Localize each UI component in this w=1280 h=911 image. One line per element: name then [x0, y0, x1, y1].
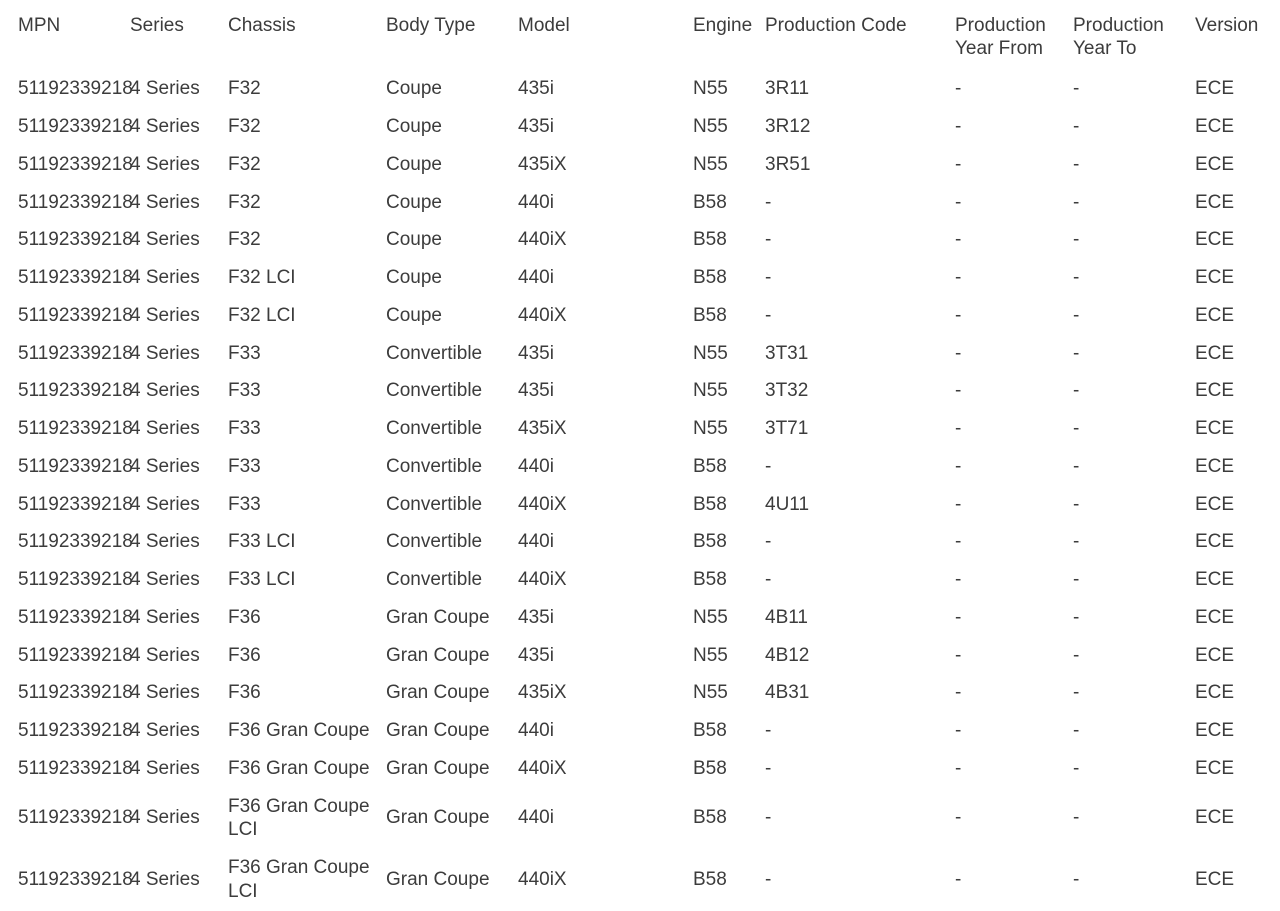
cell-version: ECE — [1195, 807, 1235, 829]
cell-model: 440i — [518, 455, 554, 477]
table-body — [0, 70, 1280, 910]
cell-chassis: F36 Gran Coupe — [228, 720, 370, 742]
cell-production-year-to: - — [1073, 191, 1080, 213]
table-row — [0, 108, 1280, 146]
table-row — [0, 637, 1280, 675]
cell-chassis: F36 Gran Coupe LCI — [228, 857, 370, 902]
cell-mpn: 51192339218 — [18, 229, 133, 251]
cell-body-type: Coupe — [386, 304, 442, 326]
cell-model: 440iX — [518, 569, 567, 591]
cell-production-year-to: - — [1073, 304, 1080, 326]
cell-production-year-from: - — [955, 531, 962, 553]
cell-production-year-to: - — [1073, 807, 1080, 829]
cell-model: 440iX — [518, 493, 567, 515]
cell-version: ECE — [1195, 342, 1235, 364]
cell-production-year-to: - — [1073, 229, 1080, 251]
cell-production-year-to: - — [1073, 116, 1080, 138]
cell-series: 4 Series — [130, 153, 200, 175]
cell-model: 435i — [518, 342, 554, 364]
cell-chassis: F33 — [228, 342, 261, 364]
table-row — [0, 410, 1280, 448]
cell-engine: B58 — [693, 455, 727, 477]
table-row — [0, 184, 1280, 222]
cell-mpn: 51192339218 — [18, 153, 133, 175]
cell-mpn: 51192339218 — [18, 267, 133, 289]
cell-production-year-from: - — [955, 78, 962, 100]
cell-production-code: - — [765, 569, 772, 591]
cell-production-year-to: - — [1073, 342, 1080, 364]
cell-body-type: Gran Coupe — [386, 682, 490, 704]
cell-production-year-from: - — [955, 380, 962, 402]
cell-production-year-to: - — [1073, 380, 1080, 402]
cell-series: 4 Series — [130, 569, 200, 591]
cell-chassis: F33 — [228, 418, 261, 440]
cell-production-year-to: - — [1073, 682, 1080, 704]
cell-model: 435i — [518, 644, 554, 666]
cell-body-type: Convertible — [386, 569, 483, 591]
cell-series: 4 Series — [130, 304, 200, 326]
cell-series: 4 Series — [130, 531, 200, 553]
cell-mpn: 51192339218 — [18, 418, 133, 440]
cell-body-type: Coupe — [386, 267, 442, 289]
cell-engine: B58 — [693, 531, 727, 553]
cell-production-year-from: - — [955, 116, 962, 138]
cell-version: ECE — [1195, 757, 1235, 779]
column-header-model: Model — [518, 15, 570, 36]
cell-chassis: F32 LCI — [228, 304, 296, 326]
table-header-row — [0, 0, 1280, 70]
table-row — [0, 674, 1280, 712]
cell-mpn: 51192339218 — [18, 606, 133, 628]
cell-production-year-from: - — [955, 418, 962, 440]
cell-series: 4 Series — [130, 682, 200, 704]
cell-chassis: F33 LCI — [228, 531, 296, 553]
cell-body-type: Gran Coupe — [386, 720, 490, 742]
cell-model: 435i — [518, 380, 554, 402]
cell-production-year-from: - — [955, 153, 962, 175]
cell-production-year-to: - — [1073, 267, 1080, 289]
cell-mpn: 51192339218 — [18, 644, 133, 666]
table-row — [0, 750, 1280, 788]
cell-body-type: Coupe — [386, 191, 442, 213]
cell-chassis: F36 Gran Coupe — [228, 757, 370, 779]
cell-model: 440iX — [518, 304, 567, 326]
table-row — [0, 297, 1280, 335]
cell-model: 435iX — [518, 682, 567, 704]
cell-production-year-to: - — [1073, 493, 1080, 515]
cell-chassis: F32 — [228, 78, 261, 100]
cell-mpn: 51192339218 — [18, 868, 133, 890]
cell-production-year-from: - — [955, 682, 962, 704]
cell-body-type: Gran Coupe — [386, 606, 490, 628]
table-row — [0, 561, 1280, 599]
cell-production-year-to: - — [1073, 569, 1080, 591]
cell-model: 435i — [518, 78, 554, 100]
cell-engine: B58 — [693, 757, 727, 779]
cell-model: 440iX — [518, 868, 567, 890]
cell-production-year-from: - — [955, 868, 962, 890]
cell-chassis: F36 — [228, 644, 261, 666]
cell-engine: N55 — [693, 342, 728, 364]
cell-production-year-from: - — [955, 342, 962, 364]
cell-series: 4 Series — [130, 644, 200, 666]
cell-version: ECE — [1195, 418, 1235, 440]
cell-body-type: Gran Coupe — [386, 757, 490, 779]
cell-production-year-to: - — [1073, 455, 1080, 477]
cell-version: ECE — [1195, 644, 1235, 666]
cell-version: ECE — [1195, 116, 1235, 138]
cell-production-code: - — [765, 807, 772, 829]
cell-production-code: - — [765, 868, 772, 890]
table-row — [0, 335, 1280, 373]
cell-version: ECE — [1195, 267, 1235, 289]
column-header-mpn: MPN — [18, 15, 61, 36]
column-header-engine: Engine — [693, 15, 753, 36]
cell-version: ECE — [1195, 380, 1235, 402]
cell-engine: B58 — [693, 569, 727, 591]
cell-production-year-to: - — [1073, 720, 1080, 742]
cell-body-type: Gran Coupe — [386, 807, 490, 829]
cell-production-year-from: - — [955, 229, 962, 251]
cell-engine: B58 — [693, 807, 727, 829]
cell-production-code: - — [765, 191, 772, 213]
column-header-body-type: Body Type — [386, 15, 476, 36]
cell-mpn: 51192339218 — [18, 807, 133, 829]
cell-model: 435i — [518, 606, 554, 628]
cell-mpn: 51192339218 — [18, 304, 133, 326]
cell-mpn: 51192339218 — [18, 380, 133, 402]
table-row — [0, 259, 1280, 297]
table-row — [0, 448, 1280, 486]
cell-model: 435i — [518, 116, 554, 138]
cell-production-year-to: - — [1073, 868, 1080, 890]
cell-mpn: 51192339218 — [18, 191, 133, 213]
cell-chassis: F33 — [228, 455, 261, 477]
table-row — [0, 221, 1280, 259]
cell-series: 4 Series — [130, 455, 200, 477]
cell-model: 440iX — [518, 757, 567, 779]
table-header — [0, 0, 1280, 70]
cell-model: 440i — [518, 720, 554, 742]
cell-series: 4 Series — [130, 342, 200, 364]
cell-engine: B58 — [693, 304, 727, 326]
cell-production-year-from: - — [955, 807, 962, 829]
column-header-version: Version — [1195, 15, 1259, 36]
cell-production-code: 4B31 — [765, 682, 810, 704]
cell-model: 440i — [518, 807, 554, 829]
column-header-production-year-from: Production Year From — [955, 15, 1046, 60]
cell-version: ECE — [1195, 153, 1235, 175]
cell-mpn: 51192339218 — [18, 531, 133, 553]
cell-production-year-from: - — [955, 569, 962, 591]
column-header-series: Series — [130, 15, 184, 36]
cell-series: 4 Series — [130, 418, 200, 440]
cell-production-code: 3R12 — [765, 116, 811, 138]
cell-version: ECE — [1195, 569, 1235, 591]
cell-production-code: 3R51 — [765, 153, 811, 175]
cell-series: 4 Series — [130, 191, 200, 213]
cell-engine: N55 — [693, 682, 728, 704]
cell-production-year-from: - — [955, 606, 962, 628]
column-header-production-year-to: Production Year To — [1073, 15, 1164, 60]
cell-production-year-from: - — [955, 304, 962, 326]
cell-mpn: 51192339218 — [18, 493, 133, 515]
cell-mpn: 51192339218 — [18, 569, 133, 591]
cell-model: 440iX — [518, 229, 567, 251]
table-row — [0, 372, 1280, 410]
cell-engine: N55 — [693, 606, 728, 628]
table-row — [0, 712, 1280, 750]
cell-production-code: - — [765, 229, 772, 251]
cell-model: 435iX — [518, 418, 567, 440]
cell-production-code: - — [765, 720, 772, 742]
table-row — [0, 523, 1280, 561]
cell-engine: B58 — [693, 868, 727, 890]
cell-series: 4 Series — [130, 380, 200, 402]
cell-production-code: - — [765, 267, 772, 289]
cell-engine: B58 — [693, 191, 727, 213]
cell-model: 440i — [518, 191, 554, 213]
cell-version: ECE — [1195, 531, 1235, 553]
cell-production-code: - — [765, 531, 772, 553]
cell-production-code: 3R11 — [765, 78, 810, 100]
cell-series: 4 Series — [130, 606, 200, 628]
cell-body-type: Convertible — [386, 493, 483, 515]
cell-chassis: F32 — [228, 116, 261, 138]
cell-body-type: Coupe — [386, 153, 442, 175]
cell-engine: B58 — [693, 267, 727, 289]
cell-version: ECE — [1195, 606, 1235, 628]
cell-production-year-from: - — [955, 191, 962, 213]
cell-version: ECE — [1195, 229, 1235, 251]
cell-production-year-to: - — [1073, 78, 1080, 100]
cell-chassis: F36 Gran Coupe LCI — [228, 795, 370, 841]
cell-mpn: 51192339218 — [18, 342, 133, 364]
cell-version: ECE — [1195, 455, 1235, 477]
cell-chassis: F33 — [228, 493, 261, 515]
cell-engine: B58 — [693, 493, 727, 515]
cell-engine: N55 — [693, 116, 728, 138]
cell-production-code: 3T31 — [765, 342, 809, 364]
cell-mpn: 51192339218 — [18, 78, 133, 100]
cell-body-type: Coupe — [386, 229, 442, 251]
table-row — [0, 70, 1280, 108]
cell-engine: N55 — [693, 418, 728, 440]
cell-chassis: F33 — [228, 380, 261, 402]
cell-chassis: F32 — [228, 229, 261, 251]
cell-production-code: - — [765, 757, 772, 779]
table-row — [0, 146, 1280, 184]
cell-production-year-to: - — [1073, 418, 1080, 440]
cell-version: ECE — [1195, 191, 1235, 213]
cell-version: ECE — [1195, 720, 1235, 742]
cell-model: 440i — [518, 267, 554, 289]
cell-production-year-from: - — [955, 267, 962, 289]
cell-production-year-from: - — [955, 720, 962, 742]
cell-mpn: 51192339218 — [18, 682, 133, 704]
cell-version: ECE — [1195, 304, 1235, 326]
cell-series: 4 Series — [130, 757, 200, 779]
cell-chassis: F32 LCI — [228, 267, 296, 289]
cell-engine: B58 — [693, 720, 727, 742]
cell-chassis: F36 — [228, 682, 261, 704]
cell-body-type: Coupe — [386, 116, 442, 138]
cell-production-code: 3T32 — [765, 380, 809, 402]
cell-chassis: F32 — [228, 153, 261, 175]
cell-production-year-to: - — [1073, 606, 1080, 628]
cell-production-year-from: - — [955, 493, 962, 515]
cell-series: 4 Series — [130, 267, 200, 289]
cell-engine: N55 — [693, 78, 728, 100]
cell-model: 440i — [518, 531, 554, 553]
cell-production-year-to: - — [1073, 531, 1080, 553]
cell-chassis: F32 — [228, 191, 261, 213]
cell-chassis: F36 — [228, 606, 261, 628]
cell-chassis: F33 LCI — [228, 569, 296, 591]
column-header-production-code: Production Code — [765, 15, 907, 36]
cell-engine: N55 — [693, 380, 728, 402]
table-row — [0, 849, 1280, 911]
cell-body-type: Gran Coupe — [386, 868, 490, 890]
cell-engine: N55 — [693, 153, 728, 175]
cell-production-code: - — [765, 455, 772, 477]
cell-body-type: Convertible — [386, 418, 483, 440]
cell-body-type: Convertible — [386, 531, 483, 553]
cell-version: ECE — [1195, 868, 1235, 890]
cell-engine: B58 — [693, 229, 727, 251]
cell-body-type: Convertible — [386, 380, 483, 402]
cell-series: 4 Series — [130, 116, 200, 138]
cell-series: 4 Series — [130, 807, 200, 829]
cell-body-type: Coupe — [386, 78, 442, 100]
cell-body-type: Gran Coupe — [386, 644, 490, 666]
cell-series: 4 Series — [130, 229, 200, 251]
cell-series: 4 Series — [130, 78, 200, 100]
cell-production-year-from: - — [955, 757, 962, 779]
cell-production-year-from: - — [955, 455, 962, 477]
cell-production-code: - — [765, 304, 772, 326]
cell-series: 4 Series — [130, 868, 200, 890]
cell-version: ECE — [1195, 682, 1235, 704]
cell-version: ECE — [1195, 493, 1235, 515]
cell-production-year-to: - — [1073, 757, 1080, 779]
column-header-chassis: Chassis — [228, 15, 296, 36]
cell-production-code: 4B12 — [765, 644, 810, 666]
cell-production-code: 4B11 — [765, 606, 808, 628]
cell-production-year-to: - — [1073, 153, 1080, 175]
cell-production-code: 4U11 — [765, 493, 810, 515]
cell-engine: N55 — [693, 644, 728, 666]
cell-mpn: 51192339218 — [18, 757, 133, 779]
cell-version: ECE — [1195, 78, 1235, 100]
cell-mpn: 51192339218 — [18, 116, 133, 138]
cell-body-type: Convertible — [386, 342, 483, 364]
cell-series: 4 Series — [130, 720, 200, 742]
cell-series: 4 Series — [130, 493, 200, 515]
table-row — [0, 486, 1280, 524]
table-row — [0, 599, 1280, 637]
cell-production-year-from: - — [955, 644, 962, 666]
cell-production-year-to: - — [1073, 644, 1080, 666]
cell-production-code: 3T71 — [765, 418, 809, 440]
cell-model: 435iX — [518, 153, 567, 175]
cell-body-type: Convertible — [386, 455, 483, 477]
table-row — [0, 788, 1280, 850]
cell-mpn: 51192339218 — [18, 720, 133, 742]
cell-mpn: 51192339218 — [18, 455, 133, 477]
